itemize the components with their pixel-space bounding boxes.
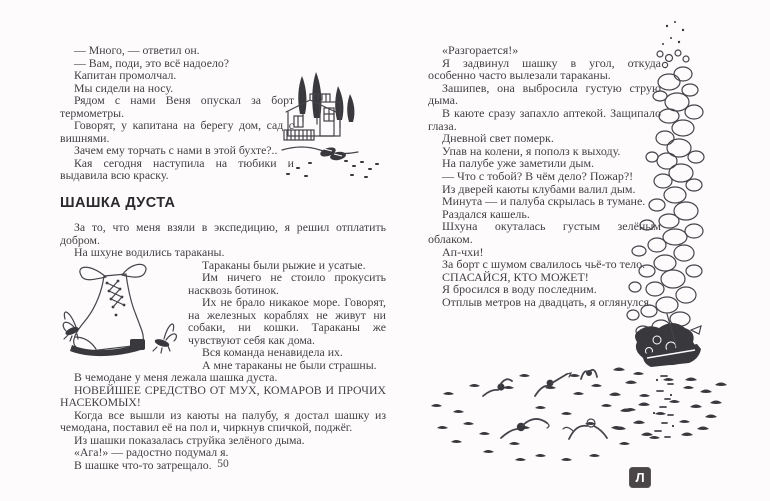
paragraph: Когда все вышли из каюты на палубу, я достал шашку из чемодана, поставил её на пол и, чиркнув спичкой, поджёг. [60,407,386,434]
paragraph: Тараканы были рыжие и усатые. [202,257,366,272]
boot-illustration [60,261,180,361]
paragraph: За то, что меня взяли в экспедицию, я решил отплатить добром. [60,220,386,247]
paragraph: Им ничего не стоило прокусить насквозь ботинок. [188,270,386,297]
paragraph: «Разгорается!» [442,43,519,57]
paragraph: Минута — и палуба скрылась в тумане. [442,194,646,209]
paragraph: — Много, — ответил он. [74,43,200,57]
paragraph: На палубе уже заметили дым. [442,156,595,171]
paragraph: Зачем ему торчать с нами в этой бухте?.. [74,143,278,157]
paragraph: Шхуна окуталась густым зелёным облаком. [428,219,661,246]
page-number: 50 [217,458,229,470]
paragraph: Капитан промолчал. [74,68,177,82]
paragraph: Зашипев, она выбросила густую струю дыма. [428,80,661,108]
swimmers-illustration [423,366,715,476]
paragraph: НОВЕЙШЕЕ СРЕДСТВО ОТ МУХ, КОМАРОВ И ПРОЧИХ НАСЕКОМЫХ! [60,382,386,409]
paragraph: В шашке что-то затрещало. [74,457,212,472]
paragraph: Мы сидели на носу. [74,80,174,95]
paragraph: — Что с тобой? В чём дело? Пожар?! [442,168,634,183]
paragraph: Кая сегодня наступила на тюбики и выдавила всю краску. [60,155,294,182]
paragraph: Упав на колени, я пополз к выходу. [442,143,621,158]
paragraph: Я задвинул шашку в угол, откуда особенно часто вылезали тараканы. [428,55,661,83]
paragraph: «Ага!» — радостно подумал я. [74,445,229,459]
paragraph: Я бросился в воду последним. [442,282,597,297]
left-page [60,44,386,471]
paragraph: Из дверей каюты клубами валил дым. [442,181,636,196]
paragraph: За борт с шумом свалилось чьё-то тело. [442,257,646,272]
paragraph: Говорят, у капитана на берегу дом, сад с вишнями. [60,118,294,145]
left-page-body [60,221,386,471]
paragraph: На шхуне водились тараканы. [74,245,225,259]
logo-letter: Л [635,470,645,485]
paragraph: А мне тараканы не были страшны. [202,357,377,372]
paragraph: Ап-чхи! [442,244,484,259]
paragraph: Рядом с нами Веня опускал за борт термометры. [60,93,294,120]
paragraph: Из шашки показалась струйка зелёного дыма. [74,432,305,447]
intro-text-column [60,44,294,182]
paragraph: Их не брало никакое море. Говорят, на железных кораблях не живут ни собаки, ни кошки. Тараканы же чувствуют себя как дома. [188,295,386,347]
paragraph: СПАСАЙСЯ, КТО МОЖЕТ! [442,269,589,284]
chapter-title: ШАШКА ДУСТА [60,195,176,211]
paragraph: Отплыв метров на двадцать, я оглянулся. [442,294,653,309]
left-page-intro-block [60,44,386,182]
corner-logo-badge [629,467,651,488]
paragraph: — Вам, поди, это всё надоело? [74,55,229,70]
paragraph: В каюте сразу запахло аптекой. Защипало глаза. [428,105,661,133]
paragraph: В чемодане у меня лежала шашка дуста. [74,370,278,384]
paragraph: Дневной свет померк. [442,131,554,146]
house-illustration [280,70,386,180]
paragraph: Раздался кашель. [442,206,530,221]
paragraph: Вся команда ненавидела их. [202,345,343,359]
